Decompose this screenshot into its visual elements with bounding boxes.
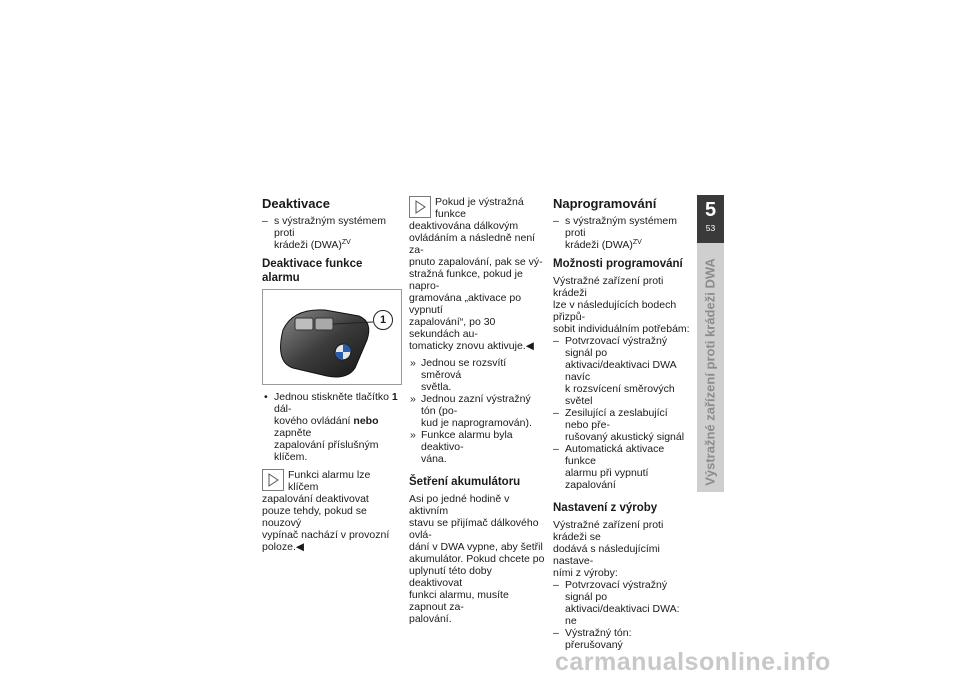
chapter-title-vertical: Výstražné zařízení proti krádeži DWA	[702, 258, 718, 486]
dash-text: s výstražným systémem proti	[565, 215, 678, 239]
para-text: stavu se přijímač dálkového ovlá-	[409, 517, 539, 541]
page-number: 53	[705, 223, 716, 233]
option-marker: ZV	[341, 239, 351, 246]
heading-deaktivace-alarmu: Deaktivace funkce alarmu	[262, 258, 363, 284]
bold-word: nebo	[353, 415, 379, 427]
note-text: tomaticky znovu aktivuje.	[409, 340, 526, 352]
paragraph	[409, 493, 547, 625]
dash-text: Zesilující a zeslabující nebo pře-	[565, 407, 668, 431]
dash-item	[262, 215, 400, 251]
column-1	[262, 196, 400, 553]
dash-text: aktivaci/deaktivaci DWA: ne	[565, 603, 680, 627]
bold-ref: 1	[391, 391, 398, 403]
dash-text: rušovaný akustický signál	[565, 431, 685, 443]
bullet-text: zapněte	[274, 427, 312, 439]
bullet-text: Jednou stiskněte tlačítko	[274, 391, 392, 403]
bullet-text: zapalování příslušným klíčem.	[274, 439, 379, 463]
bullet-item	[262, 391, 400, 463]
note-text: ovládáním a následně není za-	[409, 232, 536, 256]
callout-1: 1	[373, 310, 393, 330]
dash-text: krádeži (DWA)	[565, 239, 633, 251]
note-text: zapalování deaktivovat	[262, 493, 369, 505]
note-text: zapalování“, po 30 sekundách au-	[409, 316, 496, 340]
dash-item	[553, 443, 691, 491]
column-2	[409, 196, 547, 625]
paragraph	[553, 519, 691, 579]
note-triangle-icon	[409, 196, 431, 218]
para-text: sobit individuálním potřebám:	[553, 323, 690, 335]
key-fob-figure	[262, 289, 402, 385]
para-text: Výstražné zařízení proti krádeži se	[553, 519, 664, 543]
chapter-number: 5	[704, 199, 717, 221]
dash-text: krádeži (DWA)	[274, 239, 342, 251]
para-text: ními z výroby:	[553, 567, 618, 579]
note-text: gramována „aktivace po vypnutí	[409, 292, 522, 316]
para-text: akumulátor. Pokud chcete po	[409, 553, 545, 565]
chapter-tab	[697, 195, 724, 243]
para-text: funkci alarmu, musíte zapnout za-	[409, 589, 509, 613]
note-text: poloze.	[262, 541, 296, 553]
dash-text: aktivaci/deaktivaci DWA navíc	[565, 359, 677, 383]
para-text: Výstražné zařízení proti krádeži	[553, 275, 664, 299]
note-triangle-icon	[262, 469, 284, 491]
result-text: světla.	[421, 381, 452, 393]
dash-text: s výstražným systémem proti	[274, 215, 387, 239]
end-mark-icon: ◀	[295, 541, 304, 553]
paragraph	[553, 275, 691, 335]
heading-setreni-akumulatoru: Šetření akumulátoru	[409, 476, 521, 488]
result-item	[409, 429, 547, 465]
dash-item	[553, 579, 691, 627]
dash-text: Potvrzovací výstražný signál po	[565, 579, 668, 603]
bullet-text: dál-	[274, 403, 292, 415]
result-text: Jednou se rozsvítí směrová	[421, 357, 507, 381]
note-text: pnuto zapalování, pak se vý-	[409, 256, 543, 268]
heading-naprogramovani: Naprogramování	[553, 196, 657, 211]
dash-text: Automatická aktivace funkce	[565, 443, 665, 467]
option-marker: ZV	[632, 239, 642, 246]
heading-nastaveni-z-vyroby: Nastavení z výroby	[553, 502, 658, 514]
dash-text: alarmu při vypnutí zapalování	[565, 467, 649, 491]
note-text: stražná funkce, pokud je napro-	[409, 268, 523, 292]
note-text: Funkci alarmu lze klíčem	[288, 469, 371, 493]
note-text: deaktivována dálkovým	[409, 220, 519, 232]
para-text: lze v následujících bodech přizpů-	[553, 299, 677, 323]
result-item	[409, 393, 547, 429]
dash-text: k rozsvícení směrových světel	[565, 383, 675, 407]
dash-text: Potvrzovací výstražný signál po	[565, 335, 668, 359]
dash-item	[553, 335, 691, 407]
para-text: palování.	[409, 613, 452, 625]
para-text: Asi po jedné hodině v aktivním	[409, 493, 510, 517]
key-fob-illustration	[263, 290, 401, 384]
note-text: Pokud je výstražná funkce	[435, 196, 524, 220]
end-mark-icon: ◀	[525, 340, 534, 352]
result-text: Jednou zazní výstražný tón (po-	[421, 393, 531, 417]
result-text: Funkce alarmu byla deaktivo-	[421, 429, 513, 453]
result-text: kud je naprogramován).	[421, 417, 532, 429]
column-3	[553, 196, 691, 651]
heading-moznosti-programovani: Možnosti programování	[553, 258, 683, 270]
heading-deaktivace: Deaktivace	[262, 196, 330, 211]
para-text: dání v DWA vypne, aby šetřil	[409, 541, 543, 553]
note-text: pouze tehdy, pokud se nouzový	[262, 505, 367, 529]
result-text: vána.	[421, 453, 447, 465]
para-text: dodává s následujícími nastave-	[553, 543, 660, 567]
dash-item	[553, 407, 691, 443]
note-text: vypínač nachází v provozní	[262, 529, 390, 541]
para-text: uplynutí této doby deaktivovat	[409, 565, 492, 589]
result-item	[409, 357, 547, 393]
dash-text: Výstražný tón: přerušovaný	[565, 627, 632, 651]
watermark: carmanualsonline.info	[555, 648, 831, 676]
note-block	[262, 469, 400, 553]
note-block	[409, 196, 547, 352]
dash-item	[553, 215, 691, 251]
bullet-text: kového ovládání	[274, 415, 354, 427]
